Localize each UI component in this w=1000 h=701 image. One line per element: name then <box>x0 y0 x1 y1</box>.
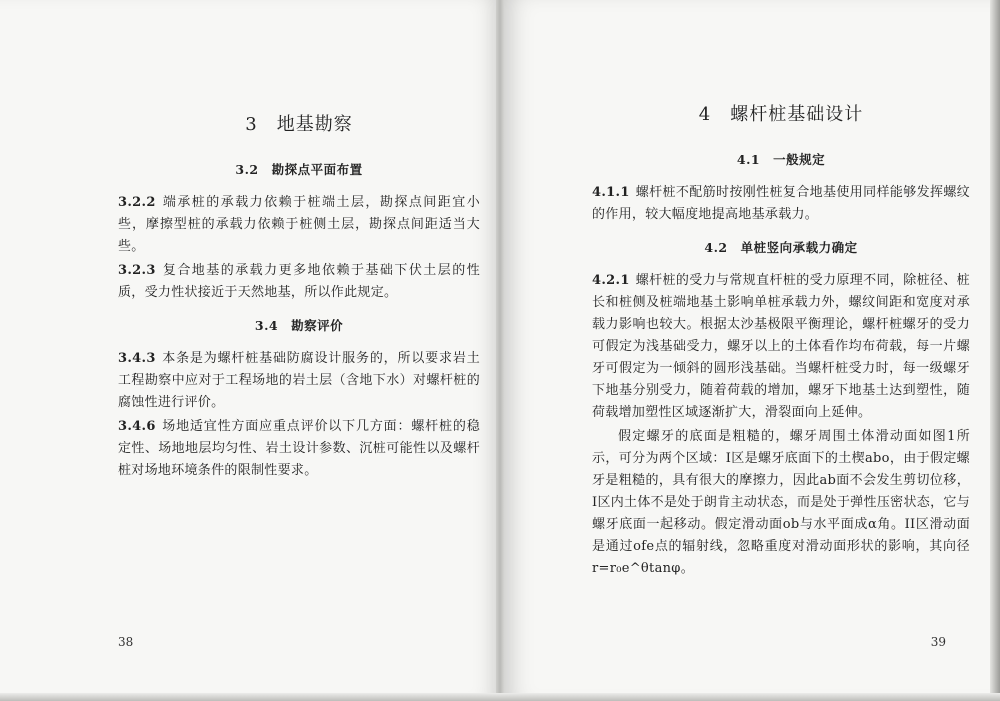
clause-paragraph <box>592 270 970 424</box>
clause-number: 3.2.2 <box>118 195 156 210</box>
right-page-content <box>592 100 970 582</box>
right-page <box>500 0 1000 701</box>
body-paragraph <box>592 426 970 580</box>
clause-text: 本条是为螺杆桩基础防腐设计服务的，所以要求岩土工程勘察中应对于工程场地的岩土层（含地下水）对螺杆桩的腐蚀性进行评价。 <box>118 351 480 410</box>
clause-paragraph <box>118 348 480 414</box>
chapter-title: 3 地基勘察 <box>245 114 353 135</box>
clause-paragraph <box>118 192 480 258</box>
paragraph-text: 假定螺牙的底面是粗糙的，螺牙周围土体滑动面如图1所示，可分为两个区域：I区是螺牙底面下的土楔abo，由于假定螺牙是粗糙的，具有很大的摩擦力，因此ab面不会发生剪切位移，I区内土体不是处于朗肯主动状态，而是处于弹性压密状态，它与螺牙底面一起移动。假定滑动面ob与水平面成α角。II区滑动面是通过ofe点的辐射线，忽略重度对滑动面形状的影响，其向径r=r₀e^θtanφ。 <box>592 429 970 576</box>
clause-number: 3.2.3 <box>118 263 156 278</box>
section-title: 3.2 勘探点平面布置 <box>235 162 363 177</box>
page-number: 39 <box>930 635 946 649</box>
left-page-content <box>118 110 480 484</box>
clause-paragraph <box>592 182 970 226</box>
section-title: 3.4 勘察评价 <box>254 318 344 333</box>
clause-number: 4.2.1 <box>592 273 630 288</box>
page-edge-bottom <box>0 693 1000 701</box>
book-gutter <box>496 0 504 701</box>
clause-number: 4.1.1 <box>592 185 630 200</box>
clause-text: 螺杆桩的受力与常规直杆桩的受力原理不同，除桩径、桩长和桩侧及桩端地基土影响单桩承载力外，螺纹间距和宽度对承载力影响也较大。根据太沙基极限平衡理论，螺杆桩螺牙的受力可假定为浅基础受力，螺牙以上的土体看作均布荷载，每一片螺牙可假定为一倾斜的圆形浅基础。当螺杆桩受力时，每一级螺牙下地基分别受力，随着荷载的增加，螺牙下地基土达到塑性，随荷载增加塑性区域逐渐扩大，滑裂面向上延伸。 <box>592 273 970 420</box>
page-number: 38 <box>118 635 134 649</box>
clause-text: 场地适宜性方面应重点评价以下几方面：螺杆桩的稳定性、场地地层均匀性、岩土设计参数、沉桩可能性以及螺杆桩对场地环境条件的限制性要求。 <box>118 419 480 478</box>
section-title: 4.2 单桩竖向承载力确定 <box>704 240 858 255</box>
clause-number: 3.4.6 <box>118 419 156 434</box>
clause-text: 复合地基的承载力更多地依赖于基础下伏土层的性质，受力性状接近于天然地基，所以作此规定。 <box>118 263 480 300</box>
clause-paragraph <box>118 260 480 304</box>
chapter-title: 4 螺杆桩基础设计 <box>698 104 864 125</box>
clause-paragraph <box>118 416 480 482</box>
clause-number: 3.4.3 <box>118 351 156 366</box>
page-edge-shadow <box>990 0 1000 701</box>
section-title: 4.1 一般规定 <box>736 152 826 167</box>
clause-text: 端承桩的承载力依赖于桩端土层，勘探点间距宜小些，摩擦型桩的承载力依赖于桩侧土层，勘探点间距适当大些。 <box>118 195 480 254</box>
clause-text: 螺杆桩不配筋时按刚性桩复合地基使用同样能够发挥螺纹的作用，较大幅度地提高地基承载力。 <box>592 185 970 222</box>
